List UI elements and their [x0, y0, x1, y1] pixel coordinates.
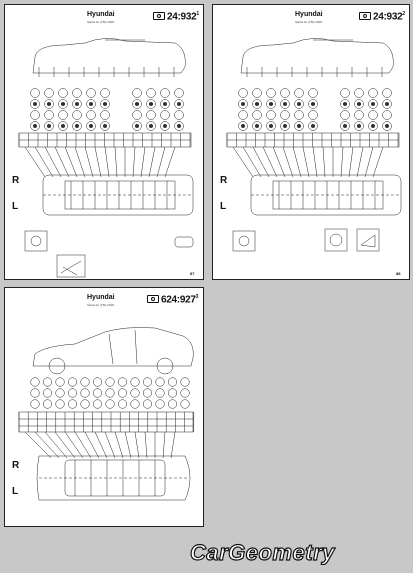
underbody-diagram: [5, 5, 204, 280]
drawing-code: $24:932^2$: [359, 11, 405, 22]
page-number: 88: [396, 271, 401, 276]
underbody-diagram: [213, 5, 410, 280]
page-subtitle: Santa Fe (TM) 2018 -: [87, 303, 116, 307]
cargeometry-logo: CarGeometry: [190, 540, 335, 565]
brand-title: Hyundai: [295, 11, 323, 18]
drawing-page-3: [4, 287, 204, 527]
body-diagram: [5, 288, 204, 527]
brand-title: Hyundai: [87, 11, 115, 18]
left-side-label: L: [220, 201, 227, 212]
drawing-code: $624:927^3$: [147, 294, 198, 305]
right-side-label: R: [12, 175, 20, 186]
drawing-page-1: [4, 4, 204, 280]
left-side-label: L: [12, 486, 19, 497]
right-side-label: R: [220, 175, 228, 186]
page-number: 87: [190, 271, 195, 276]
drawing-page-2: [212, 4, 410, 280]
page-subtitle: Santa Fe (TM) 2018 -: [295, 20, 324, 24]
drawing-code: $24:932^1$: [153, 11, 199, 22]
left-side-label: L: [12, 201, 19, 212]
page-subtitle: Santa Fe (TM) 2018 -: [87, 20, 116, 24]
right-side-label: R: [12, 460, 20, 471]
brand-title: Hyundai: [87, 294, 115, 301]
